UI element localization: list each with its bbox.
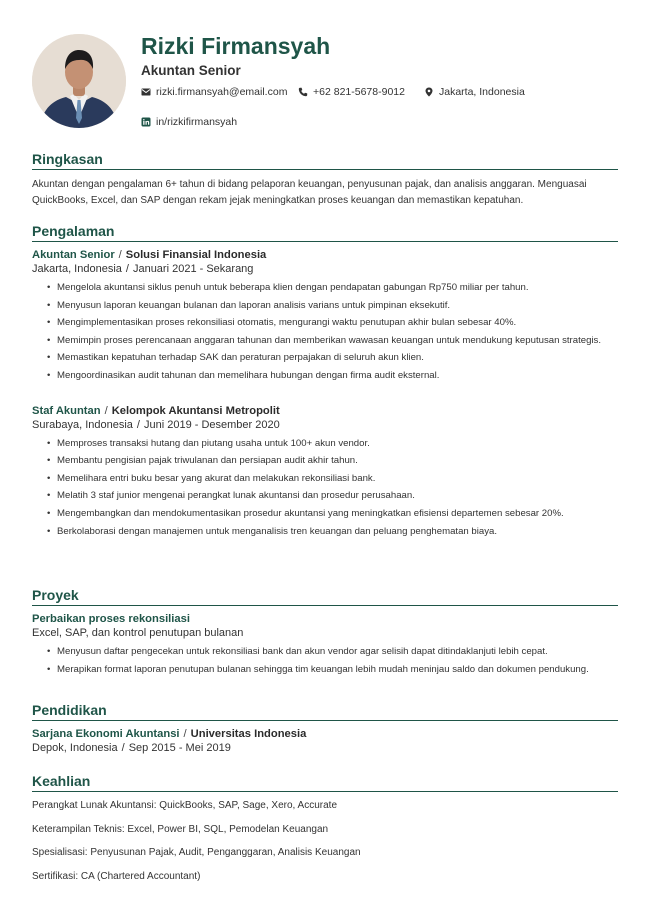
job-location: Surabaya, Indonesia: [32, 418, 133, 431]
experience-section: [32, 223, 618, 540]
skills-section: [32, 773, 618, 889]
list-item: • Menyusun daftar pengecekan untuk rekonsiliasi bank dan akun vendor agar selisih dapat ditindaklanjuti lebih cepat.: [47, 643, 618, 661]
email-text: rizki.firmansyah@email.com: [156, 86, 288, 98]
phone-text: +62 821-5678-9012: [313, 86, 405, 98]
section-title: Pengalaman: [32, 223, 618, 242]
education-location: Depok, Indonesia: [32, 742, 118, 754]
list-item: • Merapikan format laporan penutupan bulanan sehingga tim keuangan lebih mudah meninjau saldo dan dokumen pendukung.: [47, 661, 618, 679]
separator: /: [183, 728, 187, 740]
separator: /: [104, 404, 108, 417]
job-period: Juni 2019 - Desember 2020: [143, 418, 280, 431]
job-period: Januari 2021 - Sekarang: [132, 263, 254, 275]
list-item: • Mengoordinasikan audit tahunan dan memelihara hubungan dengan firma audit eksternal.: [47, 367, 618, 385]
job-entry: [32, 405, 618, 541]
list-item: • Memastikan kepatuhan terhadap SAK dan peraturan perpajakan di seluruh akun klien.: [47, 349, 618, 367]
education-degree: Sarjana Ekonomi Akuntansi: [32, 728, 180, 740]
list-item: • Melatih 3 staf junior mengenai perangkat lunak akuntansi dan prosedur perusahaan.: [47, 487, 618, 505]
education-header: [32, 728, 618, 740]
list-item: • Membantu pengisian pajak triwulanan dan persiapan audit akhir tahun.: [47, 452, 618, 470]
separator: /: [125, 263, 129, 275]
job-header: [32, 405, 618, 417]
separator: /: [118, 249, 122, 261]
linkedin-icon: [141, 117, 151, 127]
separator: /: [121, 742, 125, 754]
list-item: • Memproses transaksi hutang dan piutang usaha untuk 100+ akun vendor.: [47, 435, 618, 453]
job-location: Jakarta, Indonesia: [32, 263, 122, 275]
candidate-role: Akuntan Senior: [141, 63, 241, 78]
contact-location: [424, 86, 525, 98]
job-meta: [32, 263, 618, 275]
education-school: Universitas Indonesia: [190, 728, 307, 740]
project-tools: Excel, SAP, dan kontrol penutupan bulanan: [32, 627, 244, 639]
job-role: Akuntan Senior: [32, 249, 115, 261]
list-item: • Memelihara entri buku besar yang akurat dan melakukan rekonsiliasi bank.: [47, 470, 618, 488]
summary-text: Akuntan dengan pengalaman 6+ tahun di bidang pelaporan keuangan, penyusunan pajak, dan analisis anggaran. Menguasai QuickBooks, Excel, dan SAP dengan rekam jejak meningkatkan proses keuangan dan memastikan kepatuhan.: [32, 179, 587, 206]
section-title: Ringkasan: [32, 151, 618, 170]
section-title: Proyek: [32, 587, 618, 606]
project-bullets: [32, 643, 618, 678]
phone-icon: [298, 87, 308, 97]
skill-item: Sertifikasi: CA (Chartered Accountant): [32, 871, 201, 883]
list-item: • Memimpin proses perencanaan anggaran tahunan dan memberikan wawasan keuangan untuk mendukung keputusan strategis.: [47, 332, 618, 350]
project-entry: [32, 613, 618, 678]
job-bullets: [32, 279, 618, 385]
location-text: Jakarta, Indonesia: [439, 86, 525, 98]
education-meta: [32, 742, 618, 754]
job-company: Kelompok Akuntansi Metropolit: [111, 404, 280, 417]
candidate-name: Rizki Firmansyah: [141, 33, 331, 59]
mail-icon: [141, 87, 151, 97]
summary-section: [32, 151, 618, 208]
job-meta: [32, 419, 618, 431]
education-section: [32, 702, 618, 754]
list-item: • Mengembangkan dan mendokumentasikan prosedur akuntansi yang meningkatkan efisiensi departemen sebesar 20%.: [47, 505, 618, 523]
job-bullets: [32, 435, 618, 541]
resume-header: [0, 0, 650, 148]
job-entry: [32, 249, 618, 385]
contact-phone[interactable]: [298, 86, 405, 98]
list-item: • Mengimplementasikan proses rekonsiliasi otomatis, mengurangi waktu penutupan akhir bulan sebesar 40%.: [47, 314, 618, 332]
skill-item: Spesialisasi: Penyusunan Pajak, Audit, Penganggaran, Analisis Keuangan: [32, 847, 361, 859]
list-item: • Mengelola akuntansi siklus penuh untuk beberapa klien dengan pendapatan gabungan Rp750 miliar per tahun.: [47, 279, 618, 297]
section-title: Keahlian: [32, 773, 618, 792]
avatar: [32, 34, 126, 128]
contact-linkedin[interactable]: [141, 116, 237, 128]
location-pin-icon: [424, 87, 434, 97]
projects-section: [32, 587, 618, 678]
skill-item: Keterampilan Teknis: Excel, Power BI, SQL, Pemodelan Keuangan: [32, 823, 329, 835]
skill-item: Perangkat Lunak Akuntansi: QuickBooks, SAP, Sage, Xero, Accurate: [32, 800, 337, 811]
section-title: Pendidikan: [32, 702, 618, 721]
project-name: Perbaikan proses rekonsiliasi: [32, 613, 190, 625]
list-item: • Berkolaborasi dengan manajemen untuk menganalisis tren keuangan dan peluang penghematan biaya.: [47, 523, 618, 541]
job-header: [32, 249, 618, 261]
job-role: Staf Akuntan: [32, 404, 101, 417]
education-period: Sep 2015 - Mei 2019: [128, 742, 231, 754]
separator: /: [136, 418, 140, 431]
list-item: • Menyusun laporan keuangan bulanan dan laporan analisis varians untuk pimpinan eksekutif.: [47, 297, 618, 315]
profile-photo: [32, 34, 126, 128]
contact-email[interactable]: [141, 86, 287, 98]
skills-list: [32, 794, 618, 889]
linkedin-text: in/rizkifirmansyah: [156, 116, 238, 128]
job-company: Solusi Finansial Indonesia: [125, 249, 267, 261]
